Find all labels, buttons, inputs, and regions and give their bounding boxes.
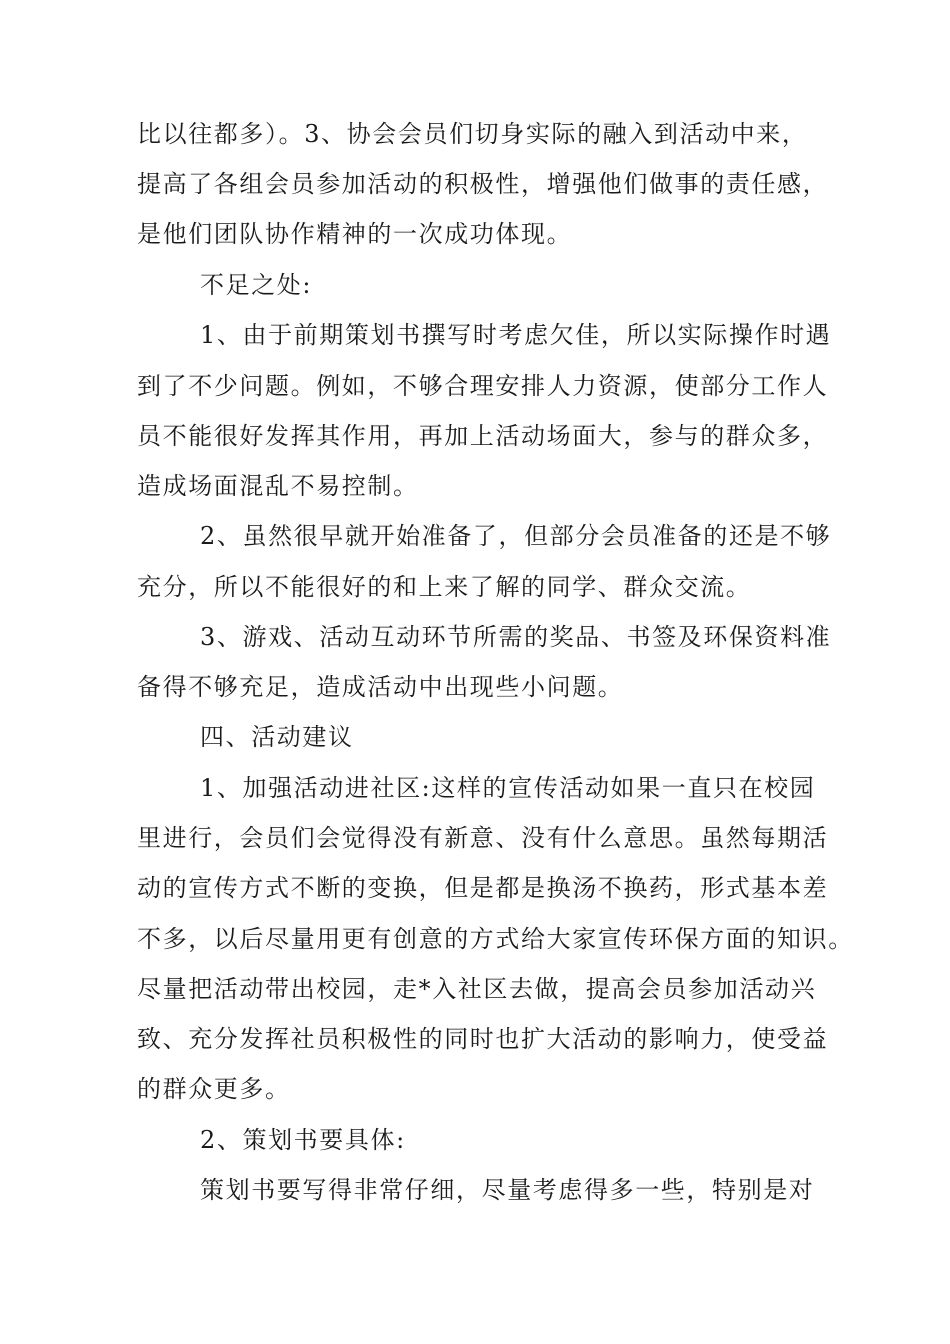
text-line-6: 到了不少问题。例如，不够合理安排人力资源，使部分工作人 bbox=[137, 372, 829, 400]
text-line-1: 比以往都多）。3、协会会员们切身实际的融入到活动中来， bbox=[137, 120, 808, 148]
text-line-5: 1、由于前期策划书撰写时考虑欠佳，所以实际操作时遇 bbox=[200, 321, 832, 349]
section-heading-suggestions: 四、活动建议 bbox=[200, 723, 354, 751]
text-line-2: 提高了各组会员参加活动的积极性，增强他们做事的责任感， bbox=[137, 170, 829, 198]
text-line-8: 造成场面混乱不易控制。 bbox=[137, 472, 419, 500]
text-line-9: 2、虽然很早就开始准备了，但部分会员准备的还是不够 bbox=[200, 522, 832, 550]
text-line-12: 备得不够充足，造成活动中出现些小问题。 bbox=[137, 673, 624, 701]
text-line-15: 里进行，会员们会觉得没有新意、没有什么意思。虽然每期活 bbox=[137, 824, 829, 852]
text-line-19: 致、充分发挥社员积极性的同时也扩大活动的影响力，使受益 bbox=[137, 1025, 829, 1053]
text-line-7: 员不能很好发挥其作用，再加上活动场面大，参与的群众多， bbox=[137, 422, 829, 450]
text-line-11: 3、游戏、活动互动环节所需的奖品、书签及环保资料准 bbox=[200, 623, 832, 651]
text-line-17: 不多，以后尽量用更有创意的方式给大家宣传环保方面的知识。 bbox=[137, 925, 854, 953]
text-line-3: 是他们团队协作精神的一次成功体现。 bbox=[137, 220, 573, 248]
text-line-16: 动的宣传方式不断的变换，但是都是换汤不换药，形式基本差 bbox=[137, 874, 829, 902]
text-line-20: 的群众更多。 bbox=[137, 1075, 291, 1103]
text-line-14: 1、加强活动进社区:这样的宣传活动如果一直只在校园 bbox=[200, 774, 816, 802]
section-heading-shortcomings: 不足之处: bbox=[200, 271, 313, 299]
text-line-18: 尽量把活动带出校园，走*入社区去做，提高会员参加活动兴 bbox=[137, 975, 817, 1003]
text-line-21: 2、策划书要具体: bbox=[200, 1126, 406, 1154]
text-line-10: 充分，所以不能很好的和上来了解的同学、群众交流。 bbox=[137, 573, 752, 601]
text-line-22: 策划书要写得非常仔细，尽量考虑得多一些，特别是对 bbox=[200, 1176, 815, 1204]
